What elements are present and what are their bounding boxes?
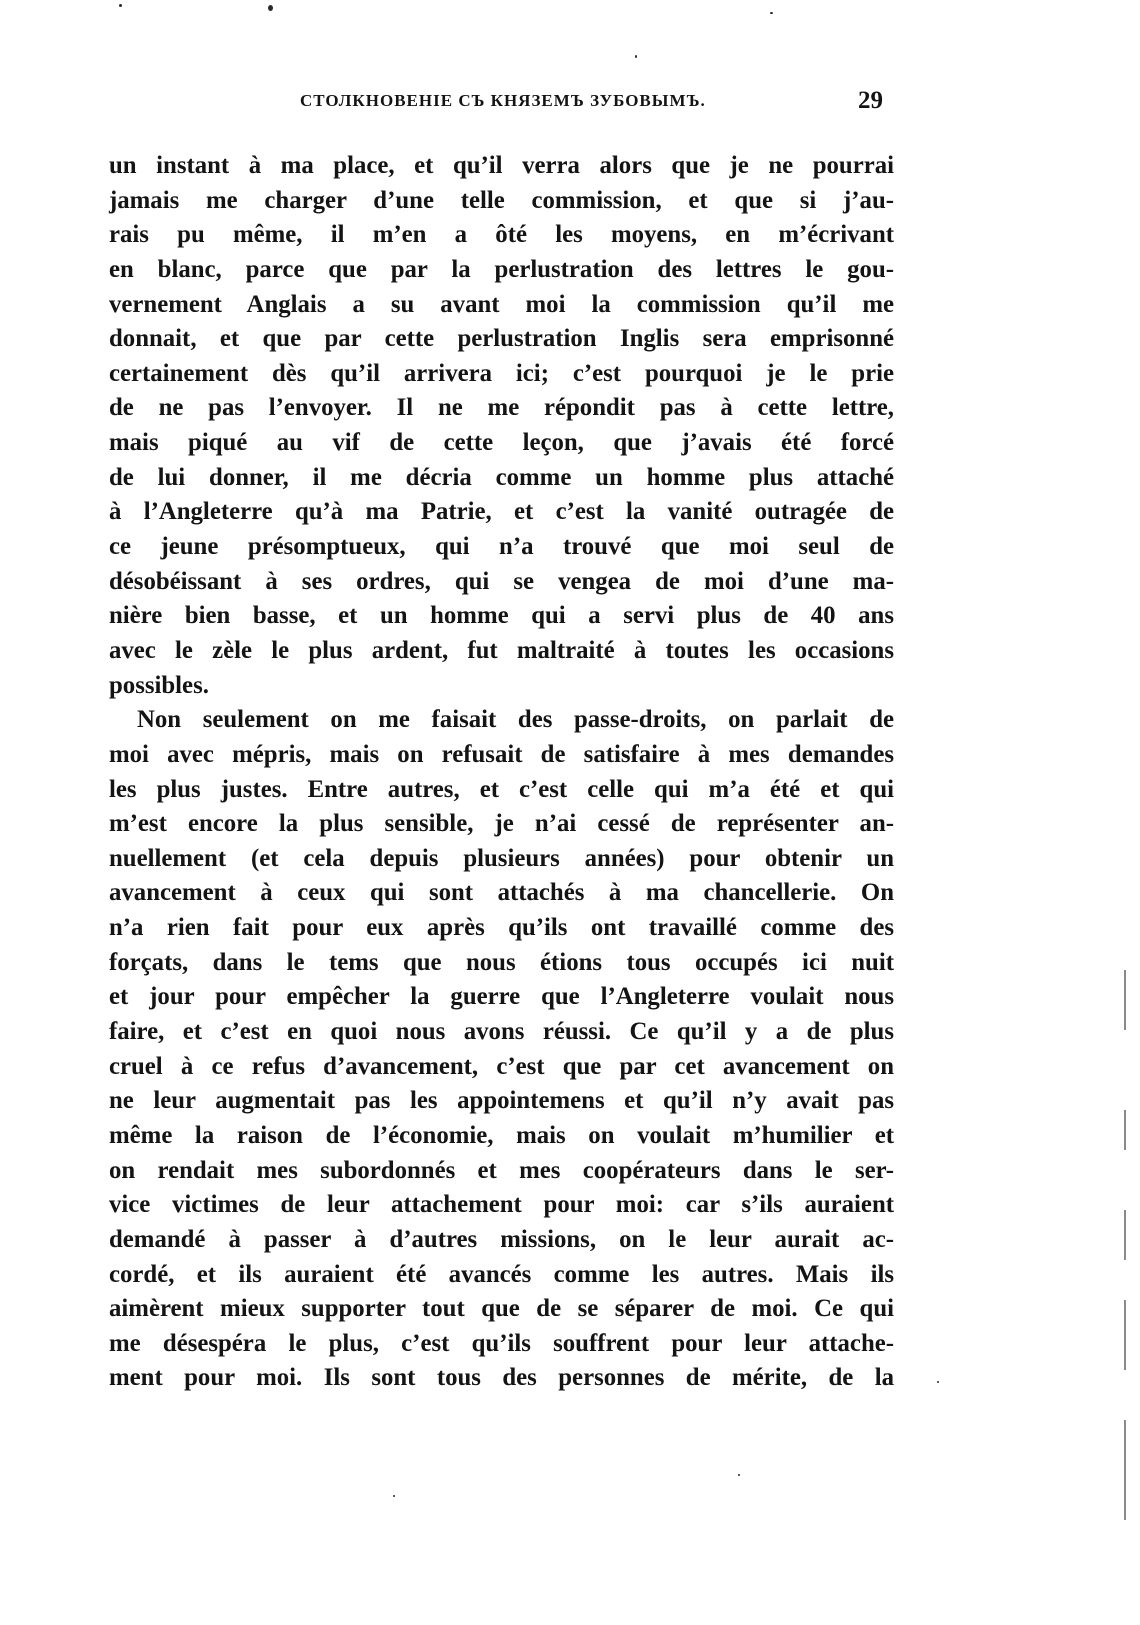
text-line: donnait, et que par cette perlustration Inglis sera emprisonné <box>109 325 894 353</box>
text-line: nière bien basse, et un homme qui a servi plus de 40 ans <box>109 602 894 630</box>
text-line: moi avec mépris, mais on refusait de satisfaire à mes demandes <box>109 740 894 768</box>
text-line: de lui donner, il me décria comme un homme plus attaché <box>109 463 894 491</box>
text-line: avancement à ceux qui sont attachés à ma chancellerie. On <box>109 879 894 907</box>
text-line: cruel à ce refus d’avancement, c’est que par cet avancement on <box>109 1052 894 1080</box>
scan-speck <box>268 5 273 11</box>
text-line: de ne pas l’envoyer. Il ne me répondit pas à cette lettre, <box>109 394 894 422</box>
text-line: forçats, dans le tems que nous étions tous occupés ici nuit <box>109 948 894 976</box>
text-line: certainement dès qu’il arrivera ici; c’est pourquoi je le prie <box>109 359 894 387</box>
text-line: un instant à ma place, et qu’il verra alors que je ne pourrai <box>109 152 894 179</box>
body-text <box>109 149 894 1396</box>
text-line: à l’Angleterre qu’à ma Patrie, et c’est la vanité outragée de <box>109 498 894 526</box>
scan-speck <box>770 12 773 14</box>
text-line: cordé, et ils auraient été avancés comme les autres. Mais ils <box>109 1260 894 1288</box>
text-line: vernement Anglais a su avant moi la commission qu’il me <box>109 290 894 318</box>
text-line: et jour pour empêcher la guerre que l’Angleterre voulait nous <box>109 983 894 1011</box>
text-line: faire, et c’est en quoi nous avons réussi. Ce qu’il y a de plus <box>109 1018 894 1046</box>
text-line: demandé à passer à d’autres missions, on le leur aurait ac- <box>109 1225 894 1253</box>
text-line: aimèrent mieux supporter tout que de se séparer de moi. Ce qui <box>109 1295 894 1323</box>
text-line: désobéissant à ses ordres, qui se vengea de moi d’une ma- <box>109 567 894 595</box>
text-line: n’a rien fait pour eux après qu’ils ont travaillé comme des <box>109 914 894 942</box>
text-line: même la raison de l’économie, mais on voulait m’humilier et <box>109 1121 894 1149</box>
text-line: en blanc, parce que par la perlustration des lettres le gou- <box>109 255 894 283</box>
scan-edge-mark <box>1124 970 1126 1030</box>
text-line: m’est encore la plus sensible, je n’ai cessé de représenter an- <box>109 810 894 838</box>
scan-speck <box>937 1381 939 1383</box>
text-line: les plus justes. Entre autres, et c’est celle qui m’a été et qui <box>109 775 894 803</box>
running-header-title: СТОЛКНОВЕНІЕ СЪ КНЯЗЕМЪ ЗУБОВЫМЪ. <box>300 91 706 110</box>
paragraph-end-line: possibles. <box>109 671 209 699</box>
paragraph-start-line: Non seulement on me faisait des passe-droits, on parlait de <box>137 706 894 734</box>
text-line: ment pour moi. Ils sont tous des personnes de mérite, de la <box>109 1364 894 1392</box>
scan-speck <box>738 1474 740 1476</box>
page-number: 29 <box>858 87 883 114</box>
text-line: jamais me charger d’une telle commission, et que si j’au- <box>109 186 894 214</box>
text-line: rais pu même, il m’en a ôté les moyens, en m’écrivant <box>109 221 894 249</box>
text-line: me désespéra le plus, c’est qu’ils souffrent pour leur attache- <box>109 1329 894 1357</box>
text-line: ne leur augmentait pas les appointemens et qu’il n’y avait pas <box>109 1087 894 1115</box>
scan-edge-mark <box>1124 1420 1126 1520</box>
scan-speck <box>635 55 637 58</box>
scan-edge-mark <box>1124 1210 1126 1260</box>
scan-speck <box>393 1495 395 1497</box>
text-line: avec le zèle le plus ardent, fut maltraité à toutes les occasions <box>109 636 894 664</box>
text-line: mais piqué au vif de cette leçon, que j’avais été forcé <box>109 429 894 457</box>
text-line: nuellement (et cela depuis plusieurs années) pour obtenir un <box>109 844 894 872</box>
text-line: vice victimes de leur attachement pour moi: car s’ils auraient <box>109 1191 894 1219</box>
scan-edge-mark <box>1124 1110 1126 1150</box>
scan-speck <box>119 4 122 7</box>
text-line: ce jeune présomptueux, qui n’a trouvé que moi seul de <box>109 533 894 561</box>
scan-edge-mark <box>1124 1300 1126 1370</box>
text-line: on rendait mes subordonnés et mes coopérateurs dans le ser- <box>109 1156 894 1184</box>
